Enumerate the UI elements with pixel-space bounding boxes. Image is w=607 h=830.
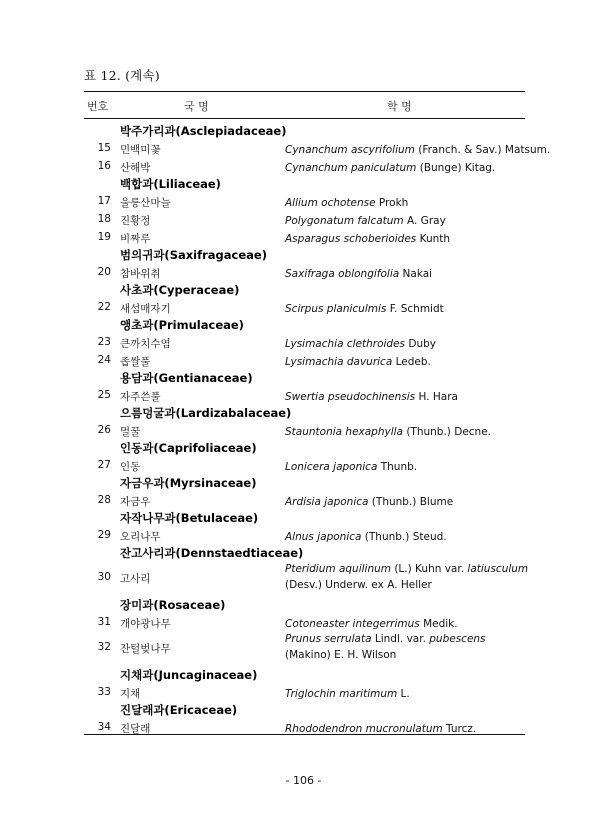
scientific-name (285, 561, 529, 593)
family-row (84, 666, 525, 683)
family-row (84, 404, 525, 421)
table-row (84, 157, 525, 175)
table-header (84, 96, 525, 116)
korean-name: 울릉산마늘 (120, 197, 171, 209)
korean-name: 진달래 (120, 723, 151, 735)
family-row (84, 544, 525, 561)
korean-name: 개야광나무 (120, 618, 171, 630)
header-number: 번호 (87, 100, 109, 113)
korean-name: 비짜루 (120, 233, 151, 245)
table-row (84, 298, 525, 316)
table-row (84, 526, 525, 544)
scientific-name-genus-species: Rhododendron mucronulatum (285, 723, 443, 735)
table-row (84, 139, 551, 157)
family-name: 박주가리과(Asclepiadaceae) (120, 124, 287, 138)
scientific-name-genus-species: Stauntonia hexaphylla (285, 426, 403, 438)
row-number: 15 (97, 142, 111, 154)
table-body (84, 122, 551, 736)
row-number: 26 (97, 424, 111, 436)
scientific-name-author-var: (L.) Kuhn var. (391, 563, 468, 575)
row-number: 16 (97, 160, 111, 172)
scientific-name-author-var: Lindl. var. (371, 633, 430, 645)
row-number: 28 (97, 494, 111, 506)
family-row (84, 122, 525, 139)
scientific-name-genus-species: Lonicera japonica (285, 461, 378, 473)
row-number: 30 (97, 571, 111, 583)
scientific-name-author-line2: (Makino) E. H. Wilson (285, 649, 397, 661)
family-name: 범의귀과(Saxifragaceae) (120, 248, 267, 262)
scientific-name-author: Prokh (375, 197, 409, 209)
scientific-name (285, 616, 525, 632)
scientific-name-author: Duby (405, 338, 437, 350)
scientific-name (285, 424, 525, 440)
scientific-name-genus-species: Prunus serrulata (285, 633, 372, 645)
family-row (84, 439, 525, 456)
scientific-name (285, 494, 525, 510)
family-name: 백합과(Liliaceae) (120, 177, 221, 191)
scientific-name-genus-species: Swertia pseudochinensis (285, 391, 416, 403)
family-row (84, 316, 525, 333)
table-row (84, 210, 525, 228)
scientific-name-author: H. Hara (415, 391, 458, 403)
table-caption: 표 12. (계속) (84, 68, 160, 83)
family-row (84, 175, 525, 192)
table-row (84, 456, 525, 474)
scientific-name (285, 160, 525, 176)
scientific-name-author: Medik. (419, 618, 458, 630)
scientific-name-genus-species: Ardisia japonica (285, 496, 369, 508)
family-row (84, 281, 525, 298)
table-row (84, 421, 525, 439)
korean-name: 인동 (120, 461, 141, 473)
scientific-name-genus-species: Triglochin maritimum (285, 688, 398, 700)
family-name: 사초과(Cyperaceae) (120, 283, 240, 297)
scientific-name-author-line2: (Desv.) Underw. ex A. Heller (285, 579, 432, 591)
korean-name: 고사리 (120, 573, 151, 585)
header-korean-name: 국 명 (184, 100, 209, 113)
korean-name: 잔털벚나무 (120, 643, 171, 655)
scientific-name (285, 142, 551, 158)
row-number: 25 (97, 389, 111, 401)
korean-name: 자금우 (120, 496, 151, 508)
family-name: 자금우과(Myrsinaceae) (120, 476, 257, 490)
row-number: 24 (97, 354, 111, 366)
table-row (84, 613, 525, 631)
scientific-name-author: (Thunb.) Decne. (402, 426, 492, 438)
family-name: 용담과(Gentianaceae) (120, 371, 253, 385)
family-name: 지채과(Juncaginaceae) (120, 668, 258, 682)
scientific-name-author: (Franch. & Sav.) Matsum. (414, 144, 551, 156)
scientific-name-author: L. (397, 688, 410, 700)
scientific-name-genus-species: Cotoneaster integerrimus (285, 618, 420, 630)
family-name: 인동과(Caprifoliaceae) (120, 441, 257, 455)
table-bottom-rule (84, 734, 525, 735)
scientific-name-genus-species: Polygonatum falcatum (285, 215, 404, 227)
scientific-name (285, 529, 525, 545)
table-row (84, 192, 525, 210)
family-name: 자작나무과(Betulaceae) (120, 511, 259, 525)
scientific-name-genus-species: Pteridium aquilinum (285, 563, 391, 575)
family-name: 으름덩굴과(Lardizabalaceae) (120, 406, 292, 420)
table-row (84, 386, 525, 404)
scientific-name-genus-species: Scirpus planiculmis (285, 303, 387, 315)
scientific-name (285, 354, 525, 370)
scientific-name-genus-species: Asparagus schoberioides (285, 233, 417, 245)
table-row (84, 491, 525, 509)
scientific-name-author: Thunb. (377, 461, 418, 473)
scientific-name-variety: latiusculum (467, 563, 529, 575)
scientific-name-genus-species: Cynanchum ascyrifolium (285, 144, 415, 156)
family-row (84, 596, 525, 613)
scientific-name (285, 631, 525, 663)
header-scientific-name: 학 명 (387, 100, 412, 113)
scientific-name-author: (Thunb.) Blume (368, 496, 454, 508)
row-number: 27 (97, 459, 111, 471)
scientific-name (285, 686, 525, 702)
scientific-name-genus-species: Allium ochotense (285, 197, 376, 209)
korean-name: 진황정 (120, 215, 151, 227)
family-row (84, 246, 525, 263)
scientific-name (285, 336, 525, 352)
row-number: 32 (97, 641, 111, 653)
korean-name: 참바위취 (120, 268, 161, 280)
scientific-name-author: (Bunge) Kitag. (416, 162, 496, 174)
table-row (84, 683, 525, 701)
row-number: 23 (97, 336, 111, 348)
row-number: 29 (97, 529, 111, 541)
table-row (84, 228, 525, 246)
scientific-name-variety: pubescens (429, 633, 486, 645)
scientific-name-author: Kunth (416, 233, 451, 245)
family-row (84, 474, 525, 491)
korean-name: 산해박 (120, 162, 151, 174)
table-row (84, 631, 525, 666)
scientific-name (285, 459, 525, 475)
row-number: 31 (97, 616, 111, 628)
family-name: 잔고사리과(Dennstaedtiaceae) (120, 546, 304, 560)
korean-name: 멀꿀 (120, 426, 141, 438)
row-number: 20 (97, 266, 111, 278)
scientific-name-author: A. Gray (403, 215, 446, 227)
scientific-name (285, 301, 525, 317)
family-row (84, 701, 525, 718)
scientific-name (285, 266, 525, 282)
scientific-name-author: (Thunb.) Steud. (361, 531, 447, 543)
scientific-name-genus-species: Lysimachia davurica (285, 356, 393, 368)
scientific-name (285, 231, 525, 247)
korean-name: 자주쓴풀 (120, 391, 161, 403)
row-number: 34 (97, 721, 111, 733)
scientific-name-author: Ledeb. (392, 356, 431, 368)
scientific-name (285, 195, 525, 211)
family-name: 앵초과(Primulaceae) (120, 318, 244, 332)
scientific-name-genus-species: Alnus japonica (285, 531, 362, 543)
family-name: 장미과(Rosaceae) (120, 598, 226, 612)
scientific-name-genus-species: Cynanchum paniculatum (285, 162, 417, 174)
table-header-rule (84, 118, 525, 119)
korean-name: 큰까치수염 (120, 338, 171, 350)
family-name: 진달래과(Ericaceae) (120, 703, 238, 717)
page-number: - 106 - (285, 774, 322, 787)
row-number: 19 (97, 231, 111, 243)
table-row (84, 351, 525, 369)
scientific-name-genus-species: Saxifraga oblongifolia (285, 268, 400, 280)
row-number: 22 (97, 301, 111, 313)
row-number: 33 (97, 686, 111, 698)
table-row (84, 333, 525, 351)
table-top-rule (84, 91, 525, 92)
row-number: 17 (97, 195, 111, 207)
scientific-name-author: Turcz. (442, 723, 477, 735)
korean-name: 새섬매자기 (120, 303, 171, 315)
table-row (84, 263, 525, 281)
scientific-name-genus-species: Lysimachia clethroides (285, 338, 406, 350)
korean-name: 지채 (120, 688, 141, 700)
korean-name: 민백미꽃 (120, 144, 161, 156)
scientific-name-author: F. Schmidt (386, 303, 444, 315)
korean-name: 오리나무 (120, 531, 161, 543)
row-number: 18 (97, 213, 111, 225)
korean-name: 좁쌀풀 (120, 356, 151, 368)
family-row (84, 369, 525, 386)
scientific-name-author: Nakai (399, 268, 433, 280)
family-row (84, 509, 525, 526)
scientific-name (285, 213, 525, 229)
table-row (84, 561, 529, 596)
scientific-name (285, 389, 525, 405)
